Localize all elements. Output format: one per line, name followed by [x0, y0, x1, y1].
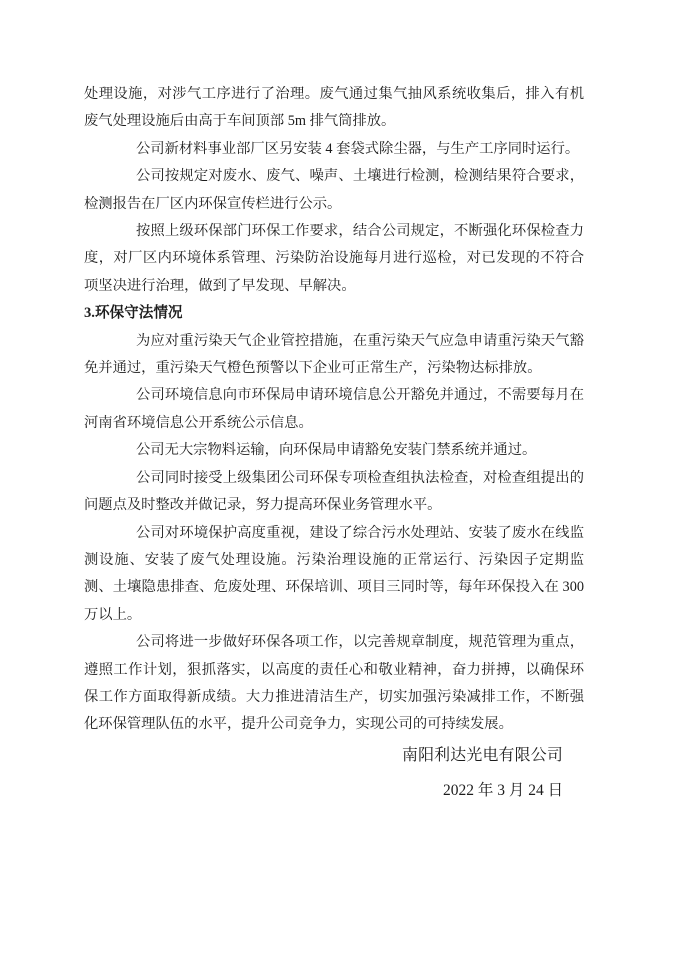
paragraph-monitoring-results: 公司按规定对废水、废气、噪声、土壤进行检测，检测结果符合要求，检测报告在厂区内环保宣传栏进行公示。 — [84, 168, 584, 212]
section-heading-compliance: 3.环保守法情况 — [84, 305, 183, 322]
paragraph-dust-collectors: 公司新材料事业部厂区另安装 4 套袋式除尘器，与生产工序同时运行。 — [136, 140, 580, 157]
signature-date: 2022 年 3 月 24 日 — [443, 782, 564, 799]
paragraph-gate-system-exemption: 公司无大宗物料运输，向环保局申请豁免安装门禁系统并通过。 — [136, 442, 537, 459]
signature-company: 南阳利达光电有限公司 — [402, 747, 563, 764]
paragraph-information-disclosure: 公司环境信息向市环保局申请环境信息公开豁免并通过，不需要每月在河南省环境信息公开系统公示信息。 — [84, 387, 584, 431]
document-body — [84, 81, 584, 739]
paragraph-monthly-inspection: 按照上级环保部门环保工作要求，结合公司规定，不断强化环保检查力度，对厂区内环境体系管理、污染防治设施每月进行巡检，对已发现的不符合项坚决进行治理，做到了早发现、早解决。 — [84, 223, 584, 294]
paragraph-group-inspection: 公司同时接受上级集团公司环保专项检查组执法检查，对检查组提出的问题点及时整改并做记录，努力提高环保业务管理水平。 — [84, 469, 584, 514]
paragraph-future-work: 公司将进一步做好环保各项工作，以完善规章制度，规范管理为重点，遵照工作计划，狠抓落实，以高度的责任心和敬业精神，奋力拼搏，以确保环保工作方面取得新成绩。大力推进清洁生产，切实加强污染减排工作，不断强化环保管理队伍的水平，提升公司竞争力，实现公司的可持续发展。 — [84, 634, 584, 733]
paragraph-environmental-investment: 公司对环境保护高度重视，建设了综合污水处理站、安装了废水在线监测设施、安装了废气处理设施。污染治理设施的正常运行、污染因子定期监测、土壤隐患排查、危废处理、环保培训、项目三同时等，每年环保投入在 300 万以上。 — [84, 524, 584, 623]
paragraph-heavy-pollution-exemption: 为应对重污染天气企业管控措施，在重污染天气应急申请重污染天气豁免并通过，重污染天气橙色预警以下企业可正常生产，污染物达标排放。 — [84, 332, 584, 377]
paragraph-waste-gas-treatment: 处理设施，对涉气工序进行了治理。废气通过集气抽风系统收集后，排入有机废气处理设施后由高于车间顶部 5m 排气筒排放。 — [84, 86, 584, 130]
